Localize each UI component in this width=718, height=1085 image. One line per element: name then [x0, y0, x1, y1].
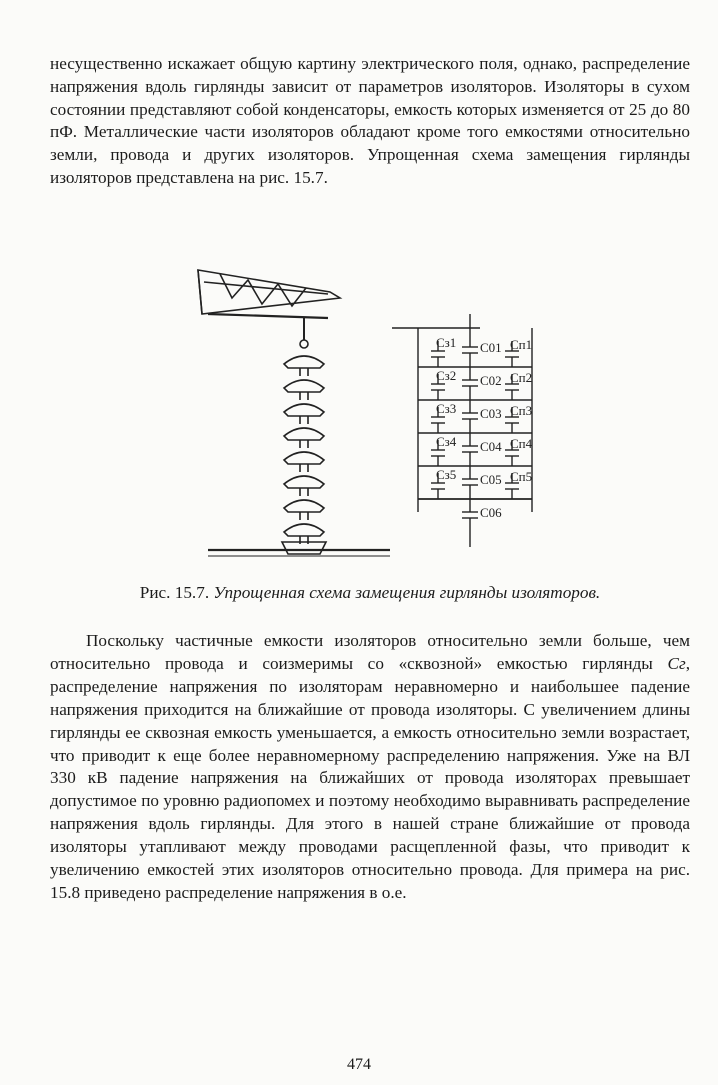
ground-capacitance-label: Cз4	[436, 434, 457, 449]
figure-caption	[50, 583, 690, 603]
series-capacitance-label: C01	[480, 340, 502, 355]
insulator-disc	[284, 452, 324, 464]
page-number: 474	[347, 1056, 371, 1073]
insulator-disc	[284, 428, 324, 440]
insulator-disc	[284, 356, 324, 368]
insulator-disc	[284, 380, 324, 392]
insulator-disc	[284, 476, 324, 488]
caption-label: Рис. 15.7.	[139, 583, 210, 602]
wire-capacitance-label: Cп5	[510, 469, 533, 484]
wire-capacitance-label: Cп1	[510, 337, 533, 352]
ground-capacitance-label: Cз1	[436, 335, 457, 350]
paragraph-intro: несущественно искажает общую картину электрического поля, однако, распределение напряжения вдоль гирлянды зависит от параметров изоляторов. Изоляторы в сухом состоянии представляют собой конденсаторы, емкость которых изменяется от 25 до 80 пФ. Металлические части изоляторов обладают кроме того емкостями относительно земли, провода и других изоляторов. Упрощенная схема замещения гирлянды изоляторов представлена на рис. 15.7.	[50, 54, 690, 187]
ground-capacitance-label: Cз3	[436, 401, 457, 416]
wire-capacitance-label: Cп2	[510, 370, 533, 385]
capacitance-symbol: Cг	[667, 653, 686, 673]
wire-capacitance-label: Cп3	[510, 403, 533, 418]
wire-capacitance-label: Cп4	[510, 436, 533, 451]
series-capacitance-label: C04	[480, 439, 502, 454]
insulator-string-drawing	[198, 270, 390, 556]
paragraph-part-1: Поскольку частичные емкости изоляторов относительно земли больше, чем относительно провода и соизмеримы со «сквозной» емкостью гирлянды	[50, 631, 690, 673]
circuit-labels	[436, 335, 533, 520]
series-capacitance-label: C02	[480, 373, 502, 388]
figure-drawing	[180, 262, 560, 572]
paragraph-main	[50, 630, 690, 905]
caption-text: Упрощенная схема замещения гирлянды изоляторов.	[213, 583, 601, 602]
insulator-disc	[284, 404, 324, 416]
series-capacitance-label: C06	[480, 505, 502, 520]
ground-capacitance-label: Cз5	[436, 467, 457, 482]
series-capacitance-label: C05	[480, 472, 502, 487]
series-capacitance-label: C03	[480, 406, 502, 421]
insulator-disc	[284, 524, 324, 536]
insulator-disc	[284, 500, 324, 512]
figure-insulator-string	[180, 262, 560, 572]
ground-capacitance-label: Cз2	[436, 368, 457, 383]
paragraph-part-2: , распределение напряжения по изоляторам неравномерно и наибольшее падение напряжения приходится на ближайшие от провода изоляторы. С увеличением длины гирлянды ее сквозная емкость уменьшается, а емкость относительно земли возрастает, что приводит к еще более неравномерному распределению напряжения. Уже на ВЛ 330 кВ падение напряжения на ближайших от провода изоляторах превышает допустимое по уровню радиопомех и поэтому необходимо выравнивать распределение напряжения вдоль гирлянды. Для этого в нашей стране ближайшие от провода изоляторы утапливают между проводами расщепленной фазы, что приводит к увеличению емкостей этих изоляторов относительно провода. Для примера на рис. 15.8 приведено распределение напряжения в о.е.	[50, 653, 690, 902]
